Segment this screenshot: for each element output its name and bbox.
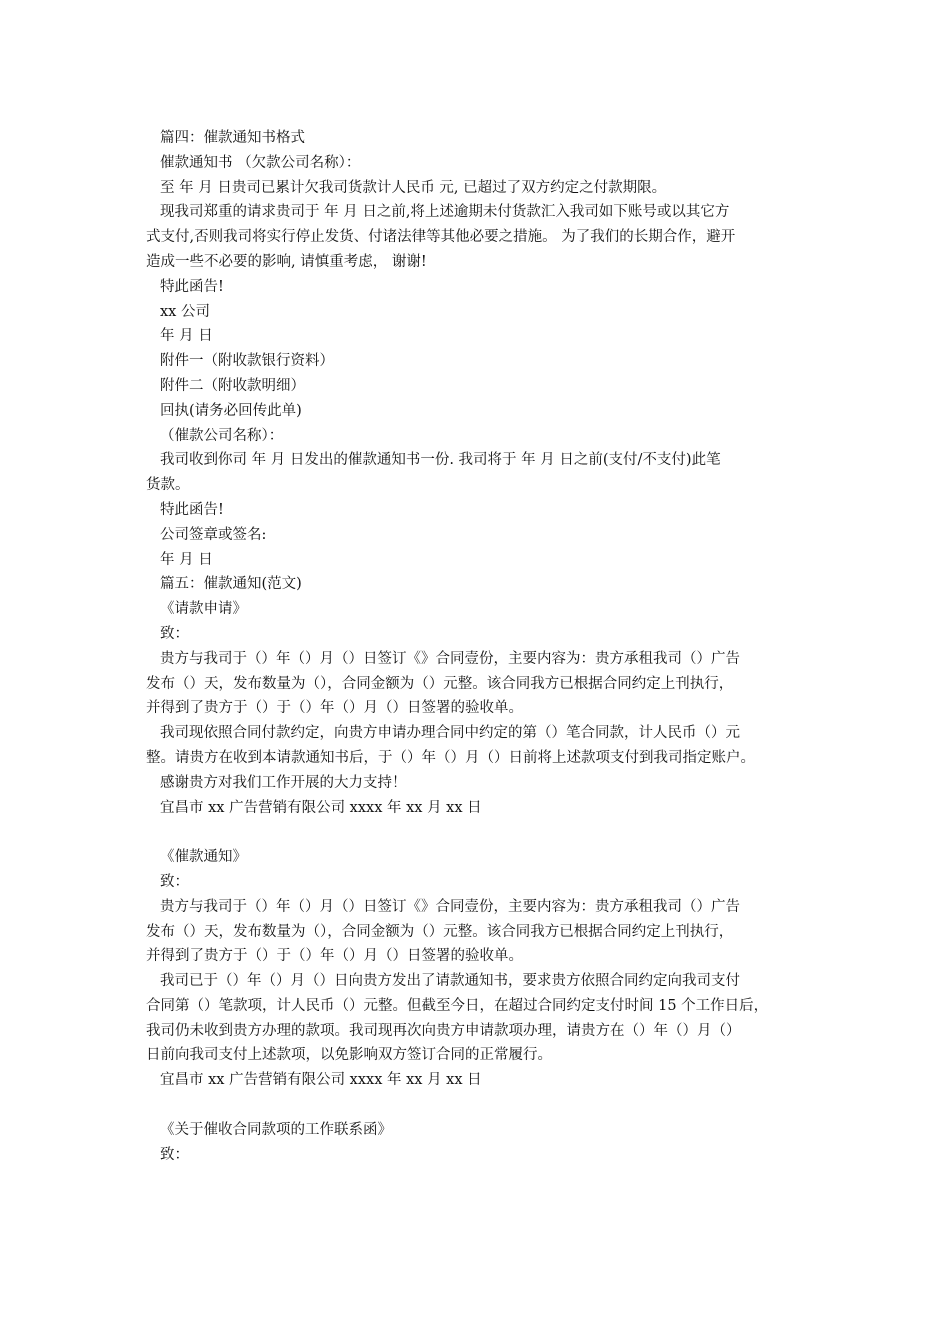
sender-signature: 宜昌市 xx 广告营销有限公司 xxxx 年 xx 月 xx 日 — [160, 799, 482, 816]
paragraph-line: 我司已于（）年（）月（）日向贵方发出了请款通知书，要求贵方依照合同约定向我司支付 — [160, 973, 740, 990]
letter-title: 《催款通知》 — [160, 849, 247, 866]
paragraph-line: 感谢贵方对我们工作开展的大力支持！ — [160, 774, 407, 791]
paragraph-line: 整。请贵方在收到本请款通知书后，于（）年（）月（）日前将上述款项支付到我司指定账户。 — [146, 749, 755, 766]
date-line: 年 月 日 — [160, 328, 213, 345]
paragraph-line: 至 年 月 日贵司已累计欠我司货款计人民币 元, 已超过了双方约定之付款期限。 — [160, 179, 667, 196]
paragraph-line: 我司仍未收到贵方办理的款项。我司现再次向贵方申请款项办理，请贵方在（）年（）月（） — [146, 1022, 741, 1039]
paragraph-line: 日前向我司支付上述款项，以免影响双方签订合同的正常履行。 — [146, 1047, 552, 1064]
letter-title: 《关于催收合同款项的工作联系函》 — [160, 1121, 392, 1138]
salutation-line: 致： — [160, 1146, 189, 1163]
blank-line — [146, 820, 812, 845]
attachment-line: 附件一（附收款银行资料） — [160, 353, 334, 370]
recipient-line: （催款公司名称）： — [160, 427, 284, 444]
sender-signature: 宜昌市 xx 广告营销有限公司 xxxx 年 xx 月 xx 日 — [160, 1072, 482, 1089]
paragraph-line: 并得到了贵方于（）于（）年（）月（）日签署的验收单。 — [146, 948, 523, 965]
paragraph-line: 我司现依照合同付款约定，向贵方申请办理合同中约定的第（）笔合同款，计人民币（）元 — [160, 725, 740, 742]
paragraph-line: 并得到了贵方于（）于（）年（）月（）日签署的验收单。 — [146, 700, 523, 717]
closing-line: 特此函告! — [160, 278, 224, 295]
paragraph-line: 造成一些不必要的影响, 请慎重考虑， 谢谢! — [146, 253, 427, 270]
signature-line: 公司签章或签名: — [160, 526, 267, 543]
attachment-line: 附件二（附收款明细） — [160, 377, 305, 394]
paragraph-line: 式支付,否则我司将实行停止发货、付诸法律等其他必要之措施。 为了我们的长期合作，避开 — [146, 229, 736, 246]
notice-title: 催款通知书 （欠款公司名称）： — [160, 154, 361, 171]
paragraph-line: 现我司郑重的请求贵司于 年 月 日之前,将上述逾期未付货款汇入我司如下账号或以其它方 — [160, 204, 730, 221]
letter-title: 《请款申请》 — [160, 601, 247, 618]
paragraph-line: 合同第（）笔款项，计人民币（）元整。但截至今日，在超过合同约定支付时间 15 个工作日后， — [146, 997, 769, 1014]
salutation-line: 致： — [160, 873, 189, 890]
section-heading-5: 篇五：催款通知(范文) — [160, 576, 302, 593]
salutation-line: 致： — [160, 625, 189, 642]
blank-line — [146, 1093, 812, 1118]
paragraph-line: 货款。 — [146, 477, 190, 494]
company-name: xx 公司 — [160, 303, 210, 320]
paragraph-line: 发布（）天，发布数量为（），合同金额为（）元整。该合同我方已根据合同约定上刊执行， — [146, 923, 734, 940]
closing-line: 特此函告! — [160, 501, 224, 518]
paragraph-line: 贵方与我司于（）年（）月（）日签订《》合同壹份，主要内容为：贵方承租我司（）广告 — [160, 650, 740, 667]
section-heading-4: 篇四：催款通知书格式 — [160, 130, 305, 146]
paragraph-line: 我司收到你司 年 月 日发出的催款通知书一份. 我司将于 年 月 日之前(支付/不支付)此笔 — [160, 452, 721, 469]
date-line: 年 月 日 — [160, 551, 213, 568]
receipt-title: 回执(请务必回传此单) — [160, 402, 302, 419]
paragraph-line: 发布（）天，发布数量为（），合同金额为（）元整。该合同我方已根据合同约定上刊执行， — [146, 675, 734, 692]
paragraph-line: 贵方与我司于（）年（）月（）日签订《》合同壹份，主要内容为：贵方承租我司（）广告 — [160, 898, 740, 915]
document-body — [146, 126, 812, 1167]
